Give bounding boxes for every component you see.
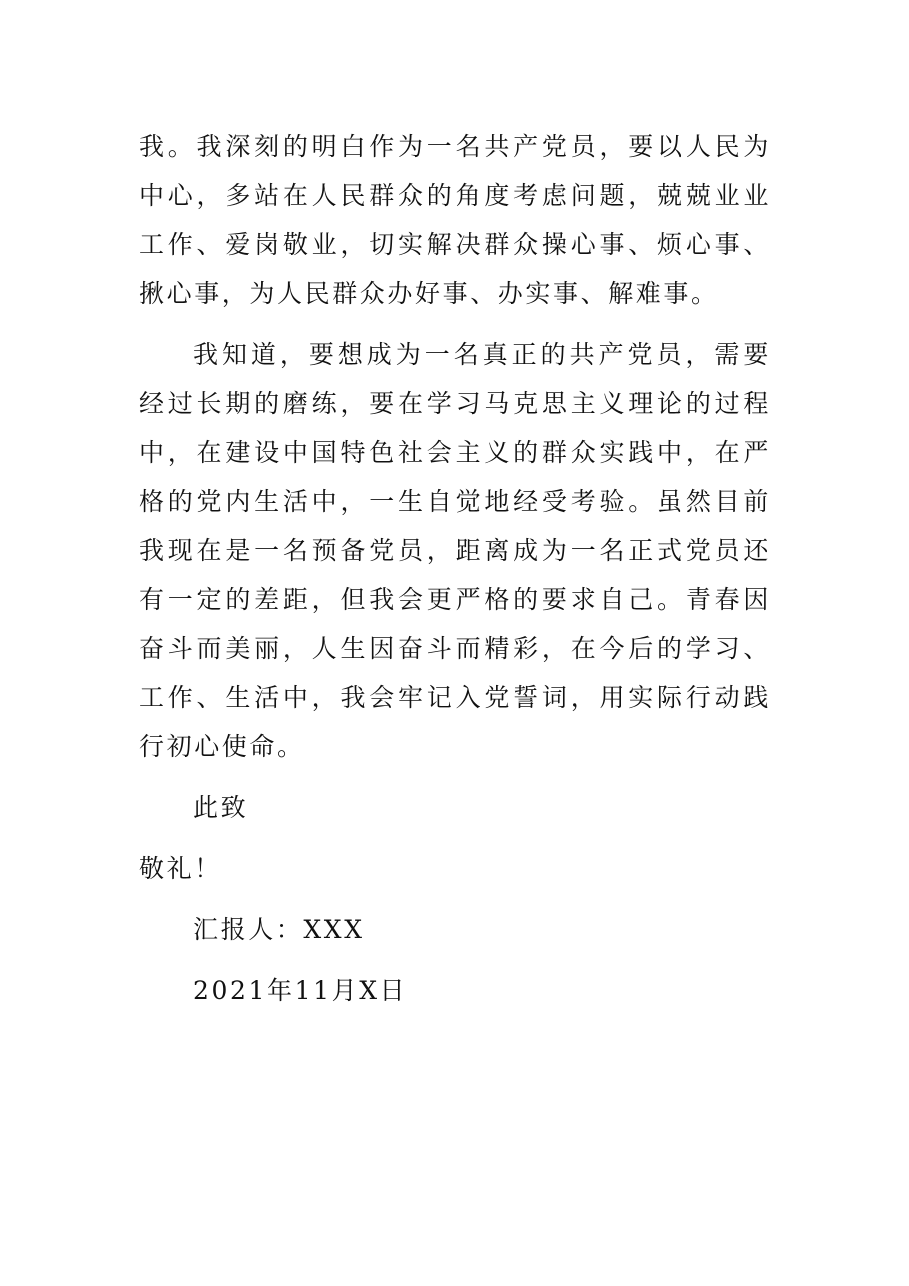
letter-body xyxy=(139,122,771,1015)
paragraph-continued: 我。我深刻的明白作为一名共产党员，要以人民为中心，多站在人民群众的角度考虑问题，兢兢业业工作、爱岗敬业，切实解决群众操心事、烦心事、揪心事，为人民群众办好事、办实事、解难事。 xyxy=(139,132,771,308)
closing-regards: 敬礼！ xyxy=(139,854,222,883)
report-date: 2021年11月X日 xyxy=(193,976,408,1005)
paragraph-commitment: 我知道，要想成为一名真正的共产党员，需要经过长期的磨练，要在学习马克思主义理论的过程中，在建设中国特色社会主义的群众实践中，在严格的党内生活中，一生自觉地经受考验。虽然目前我现在是一名预备党员，距离成为一名正式党员还有一定的差距，但我会更严格的要求自己。青春因奋斗而美丽，人生因奋斗而精彩，在今后的学习、工作、生活中，我会牢记入党誓词，用实际行动践行初心使命。 xyxy=(139,340,771,761)
reporter-signature: 汇报人：XXX xyxy=(193,915,365,944)
closing-salutation: 此致 xyxy=(193,793,249,822)
